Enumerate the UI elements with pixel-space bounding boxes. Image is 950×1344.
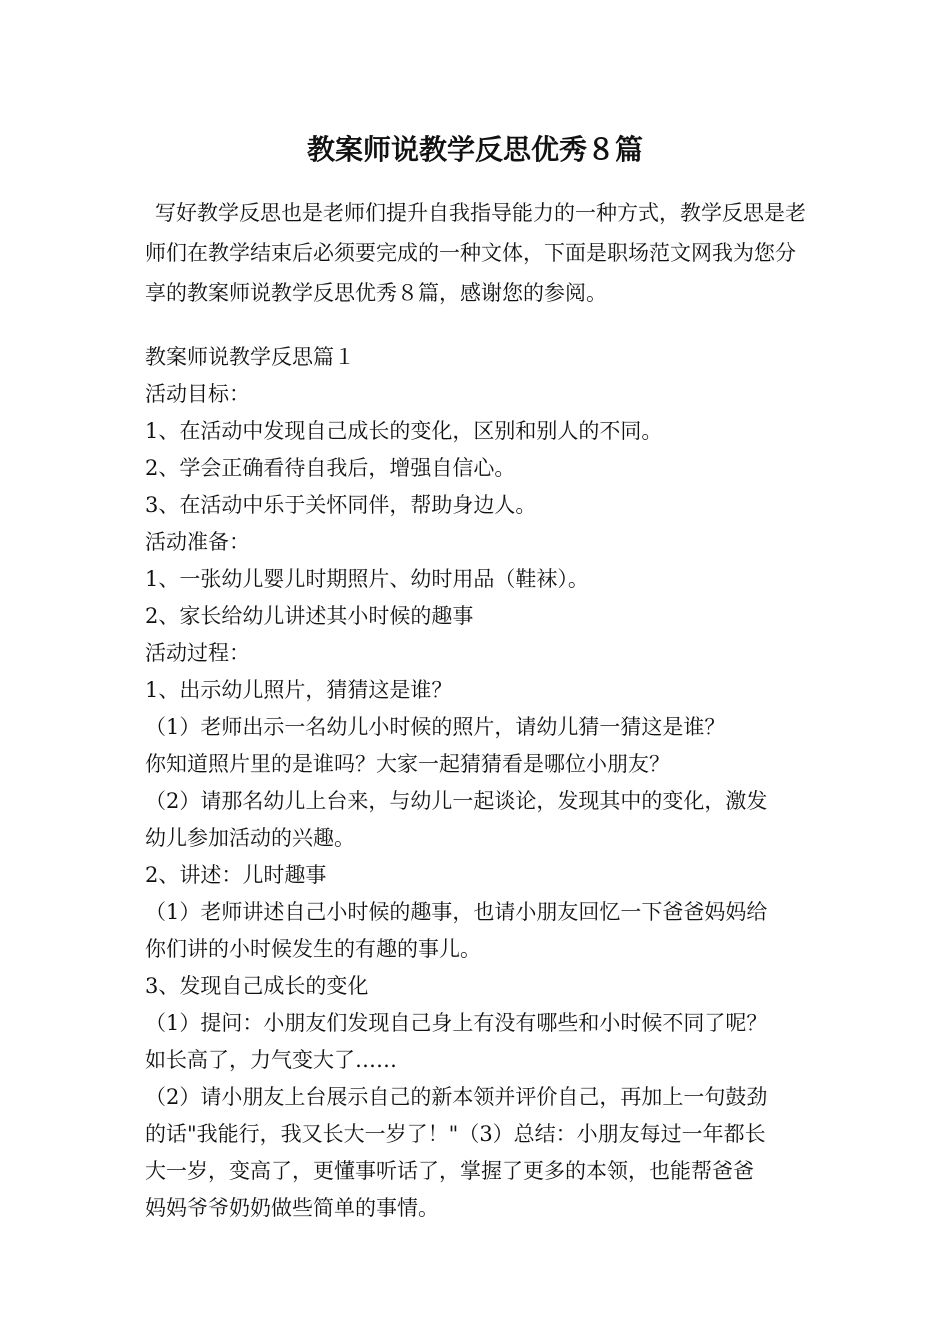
body-line: 3、在活动中乐于关怀同伴，帮助身边人。 (145, 493, 537, 517)
body-line: 如长高了，力气变大了…… (145, 1048, 397, 1072)
body-line: 的话"我能行，我又长大一岁了！"（3）总结：小朋友每过一年都长 (145, 1122, 766, 1146)
body-line: 大一岁，变高了，更懂事听话了，掌握了更多的本领，也能帮爸爸 (145, 1159, 754, 1183)
document-title: 教案师说教学反思优秀８篇 (306, 133, 643, 166)
body-line: （2）请那名幼儿上台来，与幼儿一起谈论，发现其中的变化，激发 (145, 789, 768, 813)
body-line: 幼儿参加活动的兴趣。 (145, 826, 355, 850)
section-heading: 教案师说教学反思篇１ (145, 345, 355, 369)
body-line: 2、讲述：儿时趣事 (145, 863, 327, 887)
body-line: （2）请小朋友上台展示自己的新本领并评价自己，再加上一句鼓劲 (145, 1085, 768, 1109)
body-line: 3、发现自己成长的变化 (145, 974, 369, 998)
body-line: 你知道照片里的是谁吗？大家一起猜猜看是哪位小朋友？ (145, 752, 670, 776)
body-line: 1、在活动中发现自己成长的变化，区别和别人的不同。 (145, 419, 663, 443)
body-line: 2、学会正确看待自我后，增强自信心。 (145, 456, 516, 480)
activity-goals-heading: 活动目标： (145, 382, 250, 406)
body-line: 2、家长给幼儿讲述其小时候的趣事 (145, 604, 474, 628)
activity-process-heading: 活动过程： (145, 641, 250, 665)
intro-paragraph: 写好教学反思也是老师们提升自我指导能力的一种方式，教学反思是老师们在教学结束后必须要完成的一种文体，下面是职场范文网我为您分享的教案师说教学反思优秀８篇，感谢您的参阅。 (145, 201, 806, 305)
body-line: （1）老师出示一名幼儿小时候的照片，请幼儿猜一猜这是谁？ (145, 715, 726, 739)
body-line: （1）老师讲述自己小时候的趣事，也请小朋友回忆一下爸爸妈妈给 (145, 900, 768, 924)
body-line: 1、出示幼儿照片，猜猜这是谁？ (145, 678, 453, 702)
activity-preparation-heading: 活动准备： (145, 530, 250, 554)
body-line: （1）提问：小朋友们发现自己身上有没有哪些和小时候不同了呢？ (145, 1011, 768, 1035)
document-body (145, 339, 810, 1227)
body-line: 妈妈爷爷奶奶做些简单的事情。 (145, 1196, 439, 1220)
body-line: 1、一张幼儿婴儿时期照片、幼时用品（鞋袜）。 (145, 567, 589, 591)
body-line: 你们讲的小时候发生的有趣的事儿。 (145, 937, 481, 961)
